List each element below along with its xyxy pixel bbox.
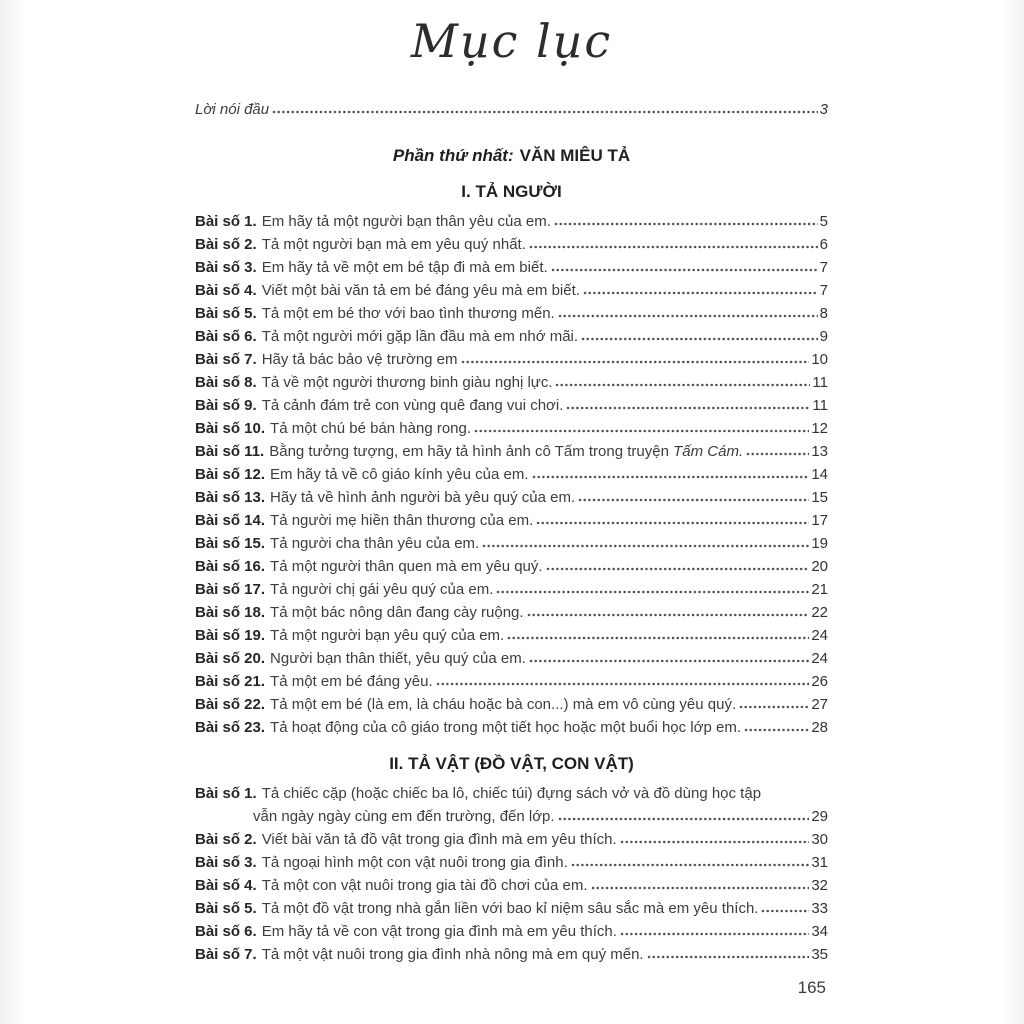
entry-label: Bài số 13.: [195, 489, 266, 506]
toc-row: [195, 716, 828, 739]
entry-page: 28: [811, 719, 828, 736]
entry-label: Bài số 4.: [195, 877, 257, 894]
entry-page: 10: [811, 351, 828, 368]
toc-row: [195, 897, 828, 920]
entry-label: Bài số 5.: [195, 900, 257, 917]
entry-title: Tả một người thân quen mà em yêu quý.: [270, 558, 543, 575]
entry-title: Tả một con vật nuôi trong gia tài đồ chơi của em.: [261, 877, 588, 894]
entry-title: Tả một người bạn mà em yêu quý nhất.: [261, 236, 526, 253]
dot-leader: [620, 840, 810, 844]
entry-label: Bài số 11.: [195, 443, 265, 460]
entry-title: Tả một em bé đáng yêu.: [270, 673, 433, 690]
entry-title: Bằng tưởng tượng, em hãy tả hình ảnh cô Tấm trong truyện: [269, 443, 669, 460]
part-prefix: Phần thứ nhất:: [392, 146, 514, 165]
entry-title: Tả cảnh đám trẻ con vùng quê đang vui chơi.: [261, 397, 564, 414]
entry-title: Tả người chị gái yêu quý của em.: [270, 581, 494, 598]
toc-row: [195, 670, 828, 693]
entry-label: Bài số 15.: [195, 535, 266, 552]
entry-label: Bài số 6.: [195, 923, 257, 940]
entry-label: Bài số 21.: [195, 673, 266, 690]
entry-label: Bài số 9.: [195, 397, 257, 414]
entry-page: 24: [811, 627, 828, 644]
entry-title: Người bạn thân thiết, yêu quý của em.: [270, 650, 526, 667]
dot-leader: [581, 337, 818, 341]
entry-page: 29: [811, 808, 828, 825]
entry-title: Tả người mẹ hiền thân thương của em.: [270, 512, 534, 529]
entry-title: Tả một bác nông dân đang cày ruộng.: [270, 604, 524, 621]
dot-leader: [578, 498, 809, 502]
entry-label: Bài số 16.: [195, 558, 266, 575]
entry-page: 32: [811, 877, 828, 894]
entry-page: 14: [811, 466, 828, 483]
toc-front-row: [195, 98, 828, 121]
toc-row: [195, 302, 828, 325]
entry-label: Bài số 20.: [195, 650, 266, 667]
entry-label: Bài số 23.: [195, 719, 266, 736]
entry-page: 27: [811, 696, 828, 713]
entry-page: 24: [811, 650, 828, 667]
entry-title: Tả một đồ vật trong nhà gắn liền với bao kỉ niệm sâu sắc mà em yêu thích.: [261, 900, 759, 917]
entry-title: Tả người cha thân yêu của em.: [270, 535, 480, 552]
dot-leader: [546, 567, 810, 571]
entry-page: 8: [819, 305, 828, 322]
entry-title: Em hãy tả về con vật trong gia đình mà em yêu thích.: [261, 923, 617, 940]
entry-title: Hãy tả về hình ảnh người bà yêu quý của em.: [270, 489, 576, 506]
dot-leader: [571, 863, 810, 867]
entry-title: Viết một bài văn tả em bé đáng yêu mà em biết.: [261, 282, 580, 299]
entry-page: 12: [811, 420, 828, 437]
dot-leader: [739, 705, 809, 709]
toc-row: [195, 920, 828, 943]
entry-label: Bài số 3.: [195, 259, 257, 276]
dot-leader: [761, 909, 809, 913]
entry-label: Bài số 6.: [195, 328, 257, 345]
toc-row: [195, 851, 828, 874]
dot-leader: [551, 268, 818, 272]
front-matter-label: Lời nói đầu: [195, 101, 270, 118]
toc-row: [195, 440, 828, 463]
dot-leader: [529, 659, 809, 663]
entry-label: Bài số 17.: [195, 581, 266, 598]
entry-title: Tả một vật nuôi trong gia đình nhà nông mà em quý mến.: [261, 946, 644, 963]
entry-page: 21: [811, 581, 828, 598]
toc-row: [195, 486, 828, 509]
entry-title: Hãy tả bác bảo vệ trường em: [261, 351, 458, 368]
section-heading: I. TẢ NGƯỜI: [461, 182, 562, 201]
entry-label: Bài số 14.: [195, 512, 266, 529]
entry-title: Tả ngoại hình một con vật nuôi trong gia đình.: [261, 854, 568, 871]
entry-page: 19: [811, 535, 828, 552]
dot-leader: [436, 682, 810, 686]
entry-label: Bài số 5.: [195, 305, 257, 322]
entry-page: 5: [819, 213, 828, 230]
entry-page: 7: [819, 282, 828, 299]
entry-title: Tả về một người thương binh giàu nghị lực.: [261, 374, 553, 391]
entry-label: Bài số 10.: [195, 420, 266, 437]
toc-row: [195, 647, 828, 670]
toc-row: [195, 210, 828, 233]
entry-page: 26: [811, 673, 828, 690]
toc-row: [195, 624, 828, 647]
dot-leader: [527, 613, 810, 617]
dot-leader: [461, 360, 810, 364]
toc-row: [195, 555, 828, 578]
entry-title: Tả một em bé (là em, là cháu hoặc bà con...) mà em vô cùng yêu quý.: [270, 696, 737, 713]
entry-title: Tả hoạt động của cô giáo trong một tiết học hoặc một buổi học lớp em.: [270, 719, 741, 736]
dot-leader: [507, 636, 809, 640]
entry-label: Bài số 7.: [195, 946, 257, 963]
toc-row: [195, 943, 828, 966]
toc-row: [195, 509, 828, 532]
toc-row: [195, 693, 828, 716]
dot-leader: [532, 475, 810, 479]
entry-label: Bài số 7.: [195, 351, 257, 368]
dot-leader: [566, 406, 810, 410]
entry-title: Tả chiếc cặp (hoặc chiếc ba lô, chiếc túi) đựng sách vở và đồ dùng học tập: [261, 785, 762, 802]
entry-label: Bài số 2.: [195, 831, 257, 848]
dot-leader: [482, 544, 809, 548]
page-title: Mục lục: [410, 14, 613, 68]
toc-row: [195, 256, 828, 279]
toc-row: [195, 233, 828, 256]
dot-leader: [591, 886, 810, 890]
entry-title: Em hãy tả về một em bé tập đi mà em biết.: [261, 259, 548, 276]
entry-label: Bài số 18.: [195, 604, 266, 621]
toc-row: [195, 279, 828, 302]
entry-label: Bài số 2.: [195, 236, 257, 253]
dot-leader: [647, 955, 810, 959]
entry-label: Bài số 4.: [195, 282, 257, 299]
entry-page: 7: [819, 259, 828, 276]
toc-sections: [195, 181, 828, 966]
part-title: VĂN MIÊU TẢ: [519, 146, 631, 165]
entry-page: 31: [811, 854, 828, 871]
toc-row: [195, 371, 828, 394]
entry-page: 35: [811, 946, 828, 963]
dot-leader: [272, 110, 818, 114]
entry-page: 30: [811, 831, 828, 848]
entry-page: 9: [819, 328, 828, 345]
dot-leader: [558, 817, 810, 821]
toc-row: [195, 578, 828, 601]
entry-title: Em hãy tả một người bạn thân yêu của em.: [261, 213, 551, 230]
dot-leader: [554, 222, 818, 226]
dot-leader: [744, 728, 809, 732]
entry-continuation: vẫn ngày ngày cùng em đến trường, đến lớp.: [253, 808, 555, 825]
entry-page: 22: [811, 604, 828, 621]
entry-page: 34: [811, 923, 828, 940]
dot-leader: [496, 590, 809, 594]
entry-label: Bài số 1.: [195, 213, 257, 230]
entry-label: Bài số 19.: [195, 627, 266, 644]
page-content: [195, 0, 828, 998]
toc-row: [195, 782, 828, 805]
dot-leader: [620, 932, 809, 936]
entry-title: Tả một người bạn yêu quý của em.: [270, 627, 505, 644]
entry-title: Tả một chú bé bán hàng rong.: [270, 420, 472, 437]
entry-page: 20: [811, 558, 828, 575]
entry-label: Bài số 22.: [195, 696, 266, 713]
dot-leader: [583, 291, 818, 295]
dot-leader: [474, 429, 809, 433]
part-heading: [195, 145, 828, 167]
entry-page: 11: [812, 397, 828, 414]
toc-row: [195, 874, 828, 897]
toc-row: [195, 828, 828, 851]
dot-leader: [555, 383, 810, 387]
toc-row: [195, 463, 828, 486]
toc-row: [195, 394, 828, 417]
dot-leader: [529, 245, 818, 249]
dot-leader: [536, 521, 809, 525]
entry-label: Bài số 1.: [195, 785, 257, 802]
entry-label: Bài số 3.: [195, 854, 257, 871]
toc-row-continuation: [195, 805, 828, 828]
toc-row: [195, 325, 828, 348]
toc-row: [195, 532, 828, 555]
entry-page: 33: [811, 900, 828, 917]
dot-leader: [746, 452, 809, 456]
page-number: 165: [797, 978, 826, 997]
entry-title: Viết bài văn tả đồ vật trong gia đình mà em yêu thích.: [261, 831, 617, 848]
entry-title: Tả một em bé thơ với bao tình thương mến.: [261, 305, 555, 322]
entry-label: Bài số 8.: [195, 374, 257, 391]
dot-leader: [558, 314, 818, 318]
toc-row: [195, 348, 828, 371]
entry-title: Tả một người mới gặp lần đầu mà em nhớ mãi.: [261, 328, 579, 345]
entry-title-italic: Tấm Cám.: [668, 443, 744, 460]
entry-page: 6: [819, 236, 828, 253]
entry-page: 13: [811, 443, 828, 460]
entry-page: 17: [811, 512, 828, 529]
front-matter-page: 3: [819, 101, 828, 118]
toc-row: [195, 601, 828, 624]
entry-page: 15: [811, 489, 828, 506]
toc-row: [195, 417, 828, 440]
section-heading: II. TẢ VẬT (ĐỒ VẬT, CON VẬT): [389, 754, 634, 773]
entry-label: Bài số 12.: [195, 466, 266, 483]
entry-title: Em hãy tả về cô giáo kính yêu của em.: [270, 466, 529, 483]
entry-page: 11: [812, 374, 828, 391]
